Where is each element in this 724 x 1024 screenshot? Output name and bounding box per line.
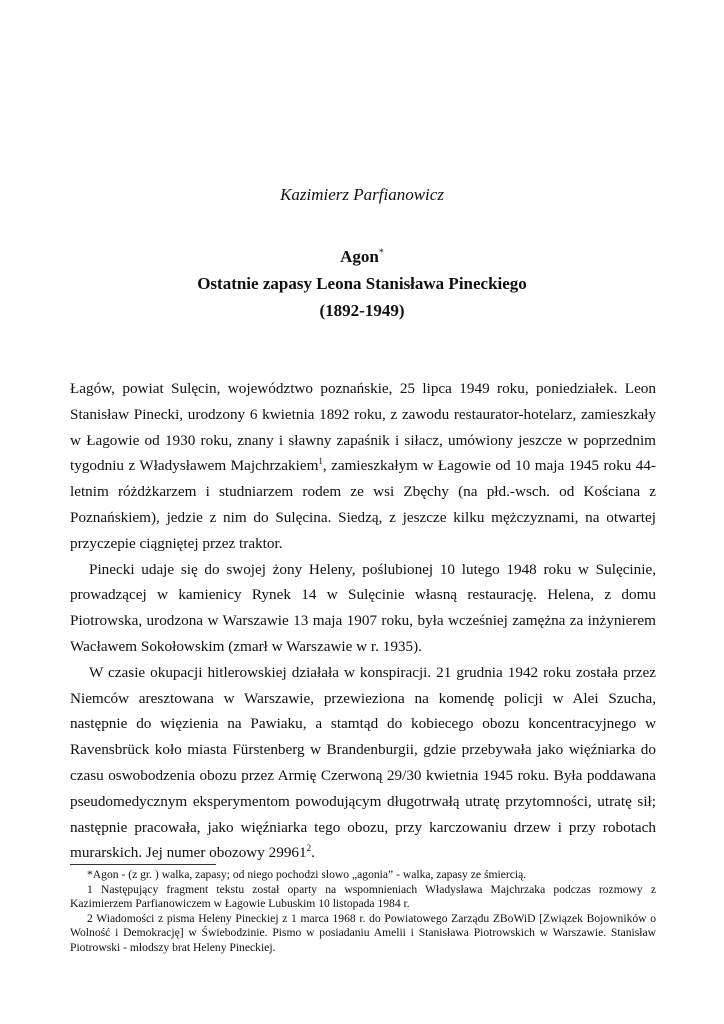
paragraph-3-part-b: . [311, 844, 315, 862]
footnote-ref-2: 2 [306, 843, 312, 854]
footnote-ref-1: 1 [318, 456, 323, 467]
footnote-1: 1 Następujący fragment tekstu został oparty na wspomnieniach Władysława Majchrzaka podczas rozmowy z Kazimierzem Parfianowiczem w Łagowie Lubuskim 10 listopada 1984 r. [70, 882, 656, 911]
title-block [0, 243, 724, 324]
title-footnote-marker: * [378, 247, 384, 259]
title-main-text: Agon [340, 247, 379, 266]
author-name: Kazimierz Parfianowicz [280, 185, 444, 204]
footnotes [70, 868, 656, 956]
paragraph-3 [70, 660, 656, 866]
body-text [70, 376, 656, 866]
footnote-star: *Agon - (z gr. ) walka, zapasy; od niego pochodzi słowo „agonia” - walka, zapasy ze śmiercią. [87, 868, 527, 881]
paragraph-1-part-b: , zamieszkałym w Łagowie od 10 maja 1945 roku 44-letnim różdżkarzem i studniarzem rodem ze wsi Zbęchy (na płd.-wsch. od Kościana z Poznańskiem), jedzie z nim do Sulęcina. Siedzą, z jeszcze kilku mężczyznami, na otwartej przyczepie ciągniętej przez traktor. [70, 457, 656, 552]
paragraph-3-part-a: W czasie okupacji hitlerowskiej działała w konspiracji. 21 grudnia 1942 roku została przez Niemców aresztowana w Warszawie, przewieziona na komendę policji w Alei Szucha, następnie do więzienia na Pawiaku, a stamtąd do kobiecego obozu koncentracyjnego w Ravensbrück koło miasta Fürstenberg w Brandenburgii, gdzie przebywała jako więźniarka do czasu oswobodzenia obozu przez Armię Czerwoną 29/30 kwietnia 1945 roku. Była poddawana pseudomedycznym eksperymentom powodującym długotrwałą utratę przytomności, utratę sił; następnie pracowała, jako więźniarka tego obozu, przy karczowaniu drzew i przy robotach murarskich. Jej numer obozowy 29961 [70, 663, 656, 862]
paragraph-1-part-a: Łagów, powiat Sulęcin, województwo poznańskie, 25 lipca 1949 roku, poniedziałek. Leon Stanisław Pinecki, urodzony 6 kwietnia 1892 roku, z zawodu restaurator-hotelarz, zamieszkały w Łagowie od 1930 roku, znany i sławny zapaśnik i siłacz, umówiony jeszcze w poprzednim tygodniu z Władysławem Majchrzakiem [70, 380, 656, 475]
footnote-divider [70, 864, 216, 865]
title-subtitle: Ostatnie zapasy Leona Stanisława Pineckiego [197, 274, 527, 293]
paragraph-1 [70, 376, 656, 557]
paragraph-2: Pinecki udaje się do swojej żony Heleny, poślubionej 10 lutego 1948 roku w Sulęcinie, prowadzącej w kamienicy Rynek 14 w Sulęcinie własną restaurację. Helena, z domu Piotrowska, urodzona w Warszawie 13 maja 1907 roku, była wcześniej zamężna za inżynierem Wacławem Sokołowskim (zmarł w Warszawie w r. 1935). [70, 560, 656, 655]
title-main [0, 243, 724, 270]
title-years: (1892-1949) [319, 301, 405, 320]
footnote-2: 2 Wiadomości z pisma Heleny Pineckiej z 1 marca 1968 r. do Powiatowego Zarządu ZBoWiD [Związek Bojowników o Wolność i Demokrację] w Świebodzinie. Pismo w posiadaniu Amelii i Stanisława Piotrowskich w Warszawie. Stanisław Piotrowski - młodszy brat Heleny Pineckiej. [70, 911, 656, 954]
